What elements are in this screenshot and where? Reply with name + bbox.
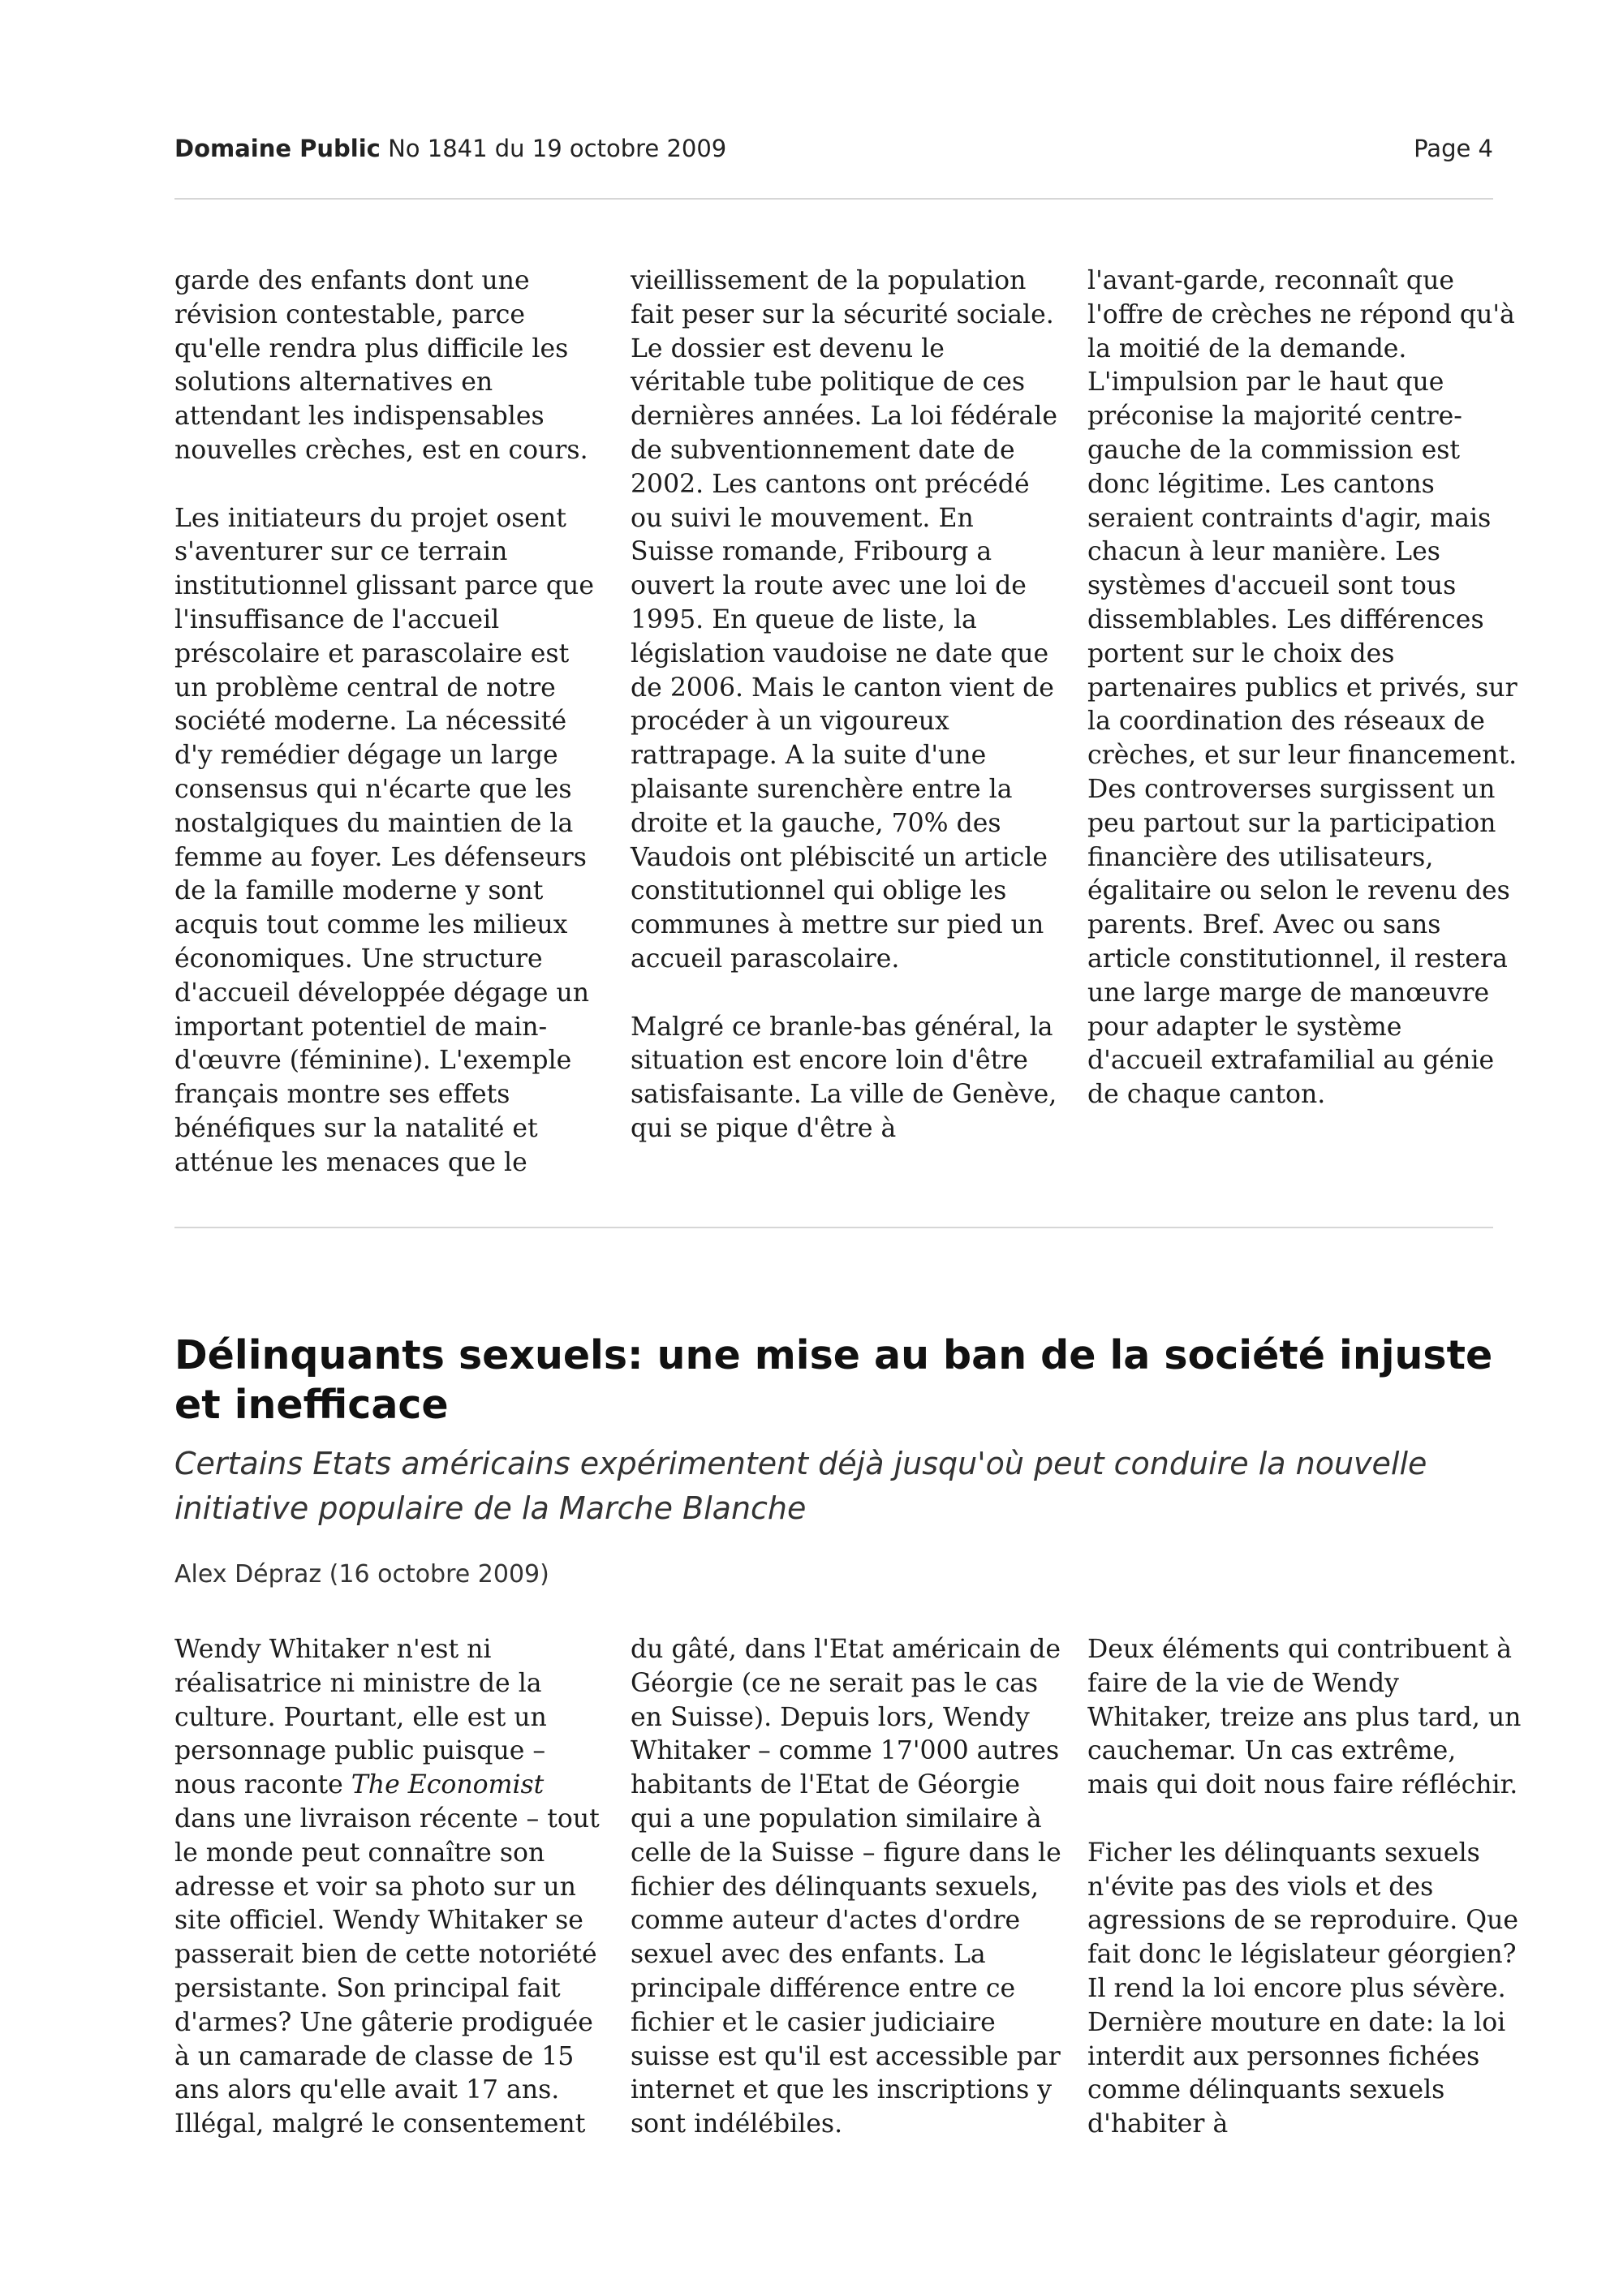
header-divider [174, 198, 1493, 200]
paragraph: l'avant-garde, reconnaît que l'offre de crèches ne répond qu'à la moitié de la demande. L'impulsion par le haut que préconise la majorité centre-gauche de la commission est donc légitime. Les cantons seraient contraints d'agir, mais chacun à leur manière. Les systèmes d'accueil sont tous dissemblables. Les différences portent sur le choix des partenaires publics et privés, sur la coordination des réseaux de crèches, et sur leur financement. Des controverses surgissent un peu partout sur la participation financière des utilisateurs, égalitaire ou selon le revenu des parents. Bref. Avec ou sans article constitutionnel, il restera une large marge de manœuvre pour adapter le système d'accueil extrafamilial au génie de chaque canton. [1087, 266, 1518, 1110]
article-byline: Alex Dépraz (16 octobre 2009) [174, 1560, 549, 1589]
article1-column-1 [174, 264, 609, 1180]
page-header [174, 135, 1493, 167]
paragraph-text: Wendy Whitaker n'est ni réalisatrice ni ministre de la culture. Pourtant, elle est un personnage public puisque – nous raconte [174, 1635, 547, 1800]
article2-column-3 [1087, 1633, 1522, 2142]
article1-column-3 [1087, 264, 1522, 1112]
paragraph: du gâté, dans l'Etat américain de Géorgie (ce ne serait pas le cas en Suisse). Depuis lors, Wendy Whitaker – comme 17'000 autres habitants de l'Etat de Géorgie qui a une population similaire à celle de la Suisse – figure dans le fichier des délinquants sexuels, comme auteur d'actes d'ordre sexuel avec des enfants. La principale différence entre ce fichier et le casier judiciaire suisse est qu'il est accessible par internet et que les inscriptions y sont indélébiles. [631, 1635, 1061, 2139]
article2-column-2 [631, 1633, 1065, 2142]
article-title: Délinquants sexuels: une mise au ban de la société injuste et inefficace [174, 1332, 1493, 1428]
paragraph: Ficher les délinquants sexuels n'évite pas des viols et des agressions de se reproduire. Que fait donc le législateur géorgien? Il rend la loi encore plus sévère. Dernière mouture en date: la loi interdit aux personnes fichées comme délinquants sexuels d'habiter à [1087, 1838, 1519, 2139]
paragraph: vieillissement de la population fait peser sur la sécurité sociale. Le dossier est devenu le véritable tube politique de ces dernières années. La loi fédérale de subventionnement date de 2002. Les cantons ont précédé ou suivi le mouvement. En Suisse romande, Fribourg a ouvert la route avec une loi de 1995. En queue de liste, la législation vaudoise ne date que de 2006. Mais le canton vient de procéder à un vigoureux rattrapage. A la suite d'une plaisante surenchère entre la droite et la gauche, 70% des Vaudois ont plébiscité un article constitutionnel qui oblige les communes à mettre sur pied un accueil parascolaire. [631, 266, 1058, 974]
publication-name: Domaine Public [174, 135, 381, 162]
article2-column-1 [174, 1633, 609, 2142]
paragraph: Deux éléments qui contribuent à faire de la vie de Wendy Whitaker, treize ans plus tard, un cauchemar. Un cas extrême, mais qui doit nous faire réfléchir. [1087, 1635, 1522, 1800]
paragraph: Les initiateurs du projet osent s'aventurer sur ce terrain institutionnel glissant parce que l'insuffisance de l'accueil préscolaire et parascolaire est un problème central de notre société moderne. La nécessité d'y remédier dégage un large consensus qui n'écarte que les nostalgiques du maintien de la femme au foyer. Les défenseurs de la famille moderne y sont acquis tout comme les milieux économiques. Une structure d'accueil développée dégage un important potentiel de main-d'œuvre (féminine). L'exemple français montre ses effets bénéfiques sur la natalité et atténue les menaces que le [174, 503, 594, 1177]
article1-column-2 [631, 264, 1065, 1146]
article-divider [174, 1227, 1493, 1228]
paragraph [174, 1633, 609, 2142]
paragraph-text: dans une livraison récente – tout le monde peut connaître son adresse et voir sa photo sur un site officiel. Wendy Whitaker se passerait bien de cette notoriété persistante. Son principal fait d'armes? Une gâterie prodiguée à un camarade de classe de 15 ans alors qu'elle avait 17 ans. Illégal, malgré le consentement [174, 1804, 600, 2139]
paragraph: Malgré ce branle-bas général, la situation est encore loin d'être satisfaisante. La ville de Genève, qui se pique d'être à [631, 1012, 1057, 1143]
publication-reference: The Economist [351, 1770, 545, 1800]
paragraph: garde des enfants dont une révision contestable, parce qu'elle rendra plus difficile les solutions alternatives en attendant les indispensables nouvelles crèches, est en cours. [174, 266, 588, 465]
article-subtitle: Certains Etats américains expérimentent déjà jusqu'où peut conduire la nouvelle initiative populaire de la Marche Blanche [174, 1446, 1427, 1526]
page-number: Page 4 [1414, 135, 1493, 162]
issue-info: No 1841 du 19 octobre 2009 [388, 135, 727, 162]
